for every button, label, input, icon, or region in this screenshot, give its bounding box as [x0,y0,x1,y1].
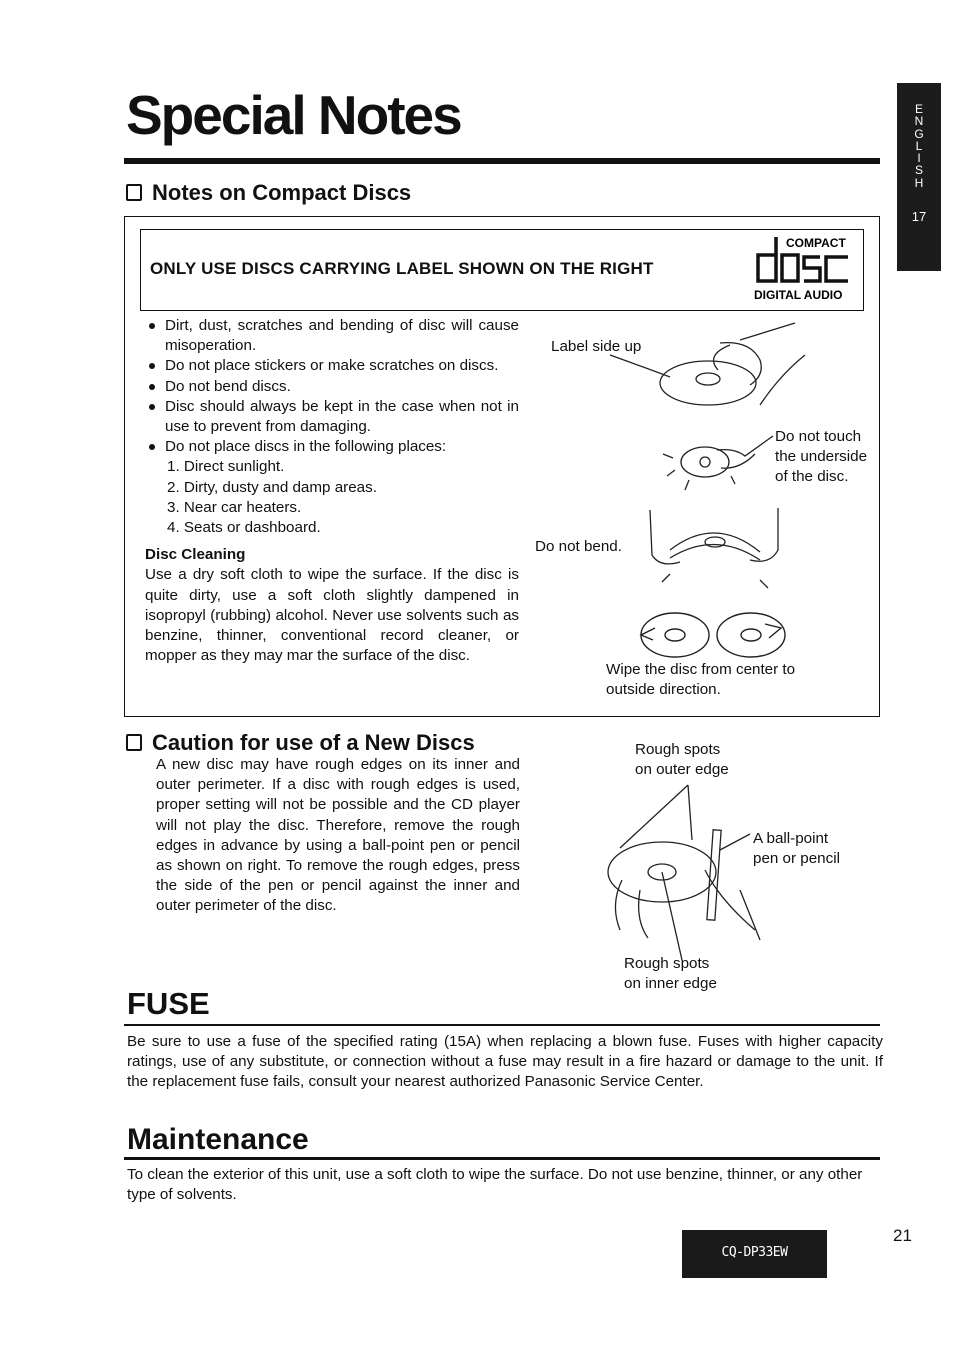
maintenance-heading: Maintenance [127,1123,309,1156]
language-tab [897,83,941,271]
bullet-item: Do not place discs in the following places: [145,437,519,457]
tab-letter: N [914,114,924,129]
model-label: CQ-DP33EW [682,1230,827,1278]
tab-letter: H [914,175,924,190]
maintenance-text: To clean the exterior of this unit, use a soft cloth to wipe the surface. Do not use benzine, thinner, or any other type of solvents. [127,1166,863,1204]
caption-line: Wipe the disc from center to [606,661,796,678]
page-number: 21 [893,1226,912,1245]
caption-line: of the disc. [775,468,849,486]
caption-line: Rough spots [624,955,710,972]
bullet-item: Disc should always be kept in the case when not in use to prevent from damaging. [145,397,519,437]
caption-do-not-touch [775,427,867,488]
checkbox-square-icon [126,734,142,751]
place-item: 2. Dirty, dusty and damp areas. [167,478,377,496]
caption-line: Do not touch [775,428,862,445]
cleaning-heading: Disc Cleaning [145,546,246,564]
caption-line: the underside [775,448,868,466]
caption-wipe [606,660,795,700]
bullet-item: Do not place stickers or make scratches on discs. [145,356,519,376]
caption-line: Rough spots [635,741,721,758]
caution-heading [126,730,475,756]
rough-edge-pen-illustration [600,780,770,970]
caption-pen [753,829,840,869]
disc-do-not-bend-illustration [640,500,790,595]
disc-notes [145,316,519,666]
tab-letter: G [914,126,924,141]
maintenance-rule [124,1157,880,1160]
place-item: 1. Direct sunlight. [167,458,285,476]
bullet-item: Do not bend discs. [145,377,519,397]
caption-label-side-up: Label side up [551,338,642,355]
notes-heading-text: Notes on Compact Discs [152,180,412,205]
notes-heading [126,180,411,206]
compact-disc-logo [752,233,856,303]
bullet-item: Dirt, dust, scratches and bending of disc will cause misoperation. [145,316,519,356]
caption-line: outside direction. [606,681,721,699]
caption-line: on inner edge [624,975,717,993]
tab-letter: E [914,102,923,116]
caption-do-not-bend: Do not bend. [535,538,622,555]
caption-line: A ball-point [753,830,829,847]
logo-top-text: COMPACT [786,236,846,250]
tab-letter: I [917,151,921,166]
caption-line: pen or pencil [753,850,840,868]
disc-label-up-illustration [600,315,810,415]
fuse-heading: FUSE [127,986,210,1021]
caution-heading-text: Caution for use of a New Discs [152,730,475,755]
fuse-text: Be sure to use a fuse of the specified rating (15A) when replacing a blown fuse. Fuses with higher capacity ratings, use of any substitute, or connection without a fuse may result in a fire hazard or damage to the unit. If the replacement fuse fails, consult your nearest authorized Panasonic Service Center. [127,1033,883,1091]
title-rule [124,158,880,164]
disc-do-not-touch-illustration [655,420,775,500]
place-item: 3. Near car heaters. [167,498,302,516]
tab-number: 17 [911,209,927,225]
logo-bottom-text: DIGITAL AUDIO [754,288,843,302]
caption-inner-edge [624,954,717,994]
banner-text: ONLY USE DISCS CARRYING LABEL SHOWN ON THE RIGHT [150,259,654,278]
tab-letter: L [915,138,923,153]
caption-outer-edge [635,740,729,780]
tab-letter: S [914,163,923,178]
checkbox-square-icon [126,184,142,201]
caution-text: A new disc may have rough edges on its inner and outer perimeter. If a disc with rough edges is used, proper setting will not be possible and the CD player will not play the disc. Therefore, remove the rough edges in advance by using a ball-point pen or pencil as shown on right. To remove the rough edges, press the side of the pen or pencil against the inner and outer perimeter of the disc. [156,756,520,915]
cleaning-text: Use a dry soft cloth to wipe the surface. If the disc is quite dirty, use a soft cloth slightly dampened in isopropyl (rubbing) alcohol. Never use solvents such as benzine, thinner, conventional record cleaner, or mopper as they may mar the surface of the disc. [145,566,519,665]
page-title: Special Notes [126,84,461,146]
fuse-rule [124,1024,880,1026]
place-item: 4. Seats or dashboard. [167,519,321,537]
disc-wipe-illustration [635,590,795,665]
caption-line: on outer edge [635,761,729,779]
